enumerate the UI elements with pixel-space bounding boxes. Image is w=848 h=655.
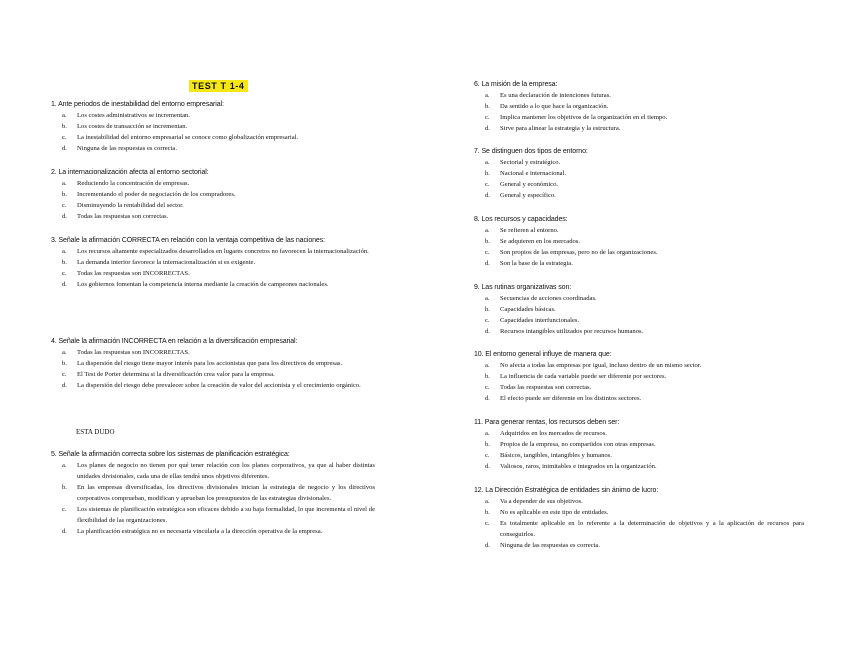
option-letter: a. [485, 159, 490, 166]
option-c: c. Implica mantener los objetivos de la organización en el tiempo. [485, 114, 668, 121]
option-list [474, 90, 804, 134]
option-letter: c. [485, 249, 490, 256]
option-letter: a. [485, 498, 490, 505]
option-letter: d. [62, 528, 67, 535]
option-b: b. Da sentido a lo que hace la organización. [485, 103, 609, 110]
option-a: a. Va a depender de sus objetivos. [485, 498, 583, 505]
option-a: a. No afecta a todas las empresas por igual, incluso dentro de un mismo sector. [485, 362, 702, 369]
option-list [474, 496, 804, 551]
option-d: d. Ninguna de las respuestas es correcta. [62, 145, 177, 152]
option-a: a. Adquiridos en los mercados de recursos. [485, 430, 607, 437]
option-d: d. Ninguna de las respuestas es correcta. [485, 542, 600, 549]
option-d: d. La dispersión del riesgo debe prevalecer sobre la creación de valor del accionista y el crecimiento orgánico. [62, 382, 361, 389]
option-c: c. Capacidades interfuncionales. [485, 317, 580, 324]
option-list [474, 428, 804, 472]
option-letter: b. [62, 484, 67, 491]
option-letter: d. [485, 125, 490, 132]
option-b: b. Incrementando el poder de negociación de los compradores. [62, 191, 236, 198]
question-text: 11. Para generar rentas, los recursos deben ser: [474, 419, 620, 426]
option-a: a. Los recursos altamente especializados desarrollados en lugares concretos no favorecen la internacionalización. [62, 248, 369, 255]
option-a: a. Reduciendo la concentración de empresas. [62, 180, 190, 187]
question-text: 8. Los recursos y capacidades: [474, 216, 568, 223]
option-letter: d. [485, 328, 490, 335]
option-c: c. General y económico. [485, 181, 559, 188]
option-b: b. La dispersión del riesgo tiene mayor interés para los accionistas que para los directivos de empresas. [62, 360, 343, 367]
option-d: d. Son la base de la estrategia. [485, 260, 573, 267]
question-12 [474, 485, 804, 551]
question-1 [51, 99, 375, 154]
question-text: 12. La Dirección Estratégica de entidades sin ánimo de lucro: [474, 487, 659, 494]
option-letter: a. [62, 462, 67, 469]
option-letter: b. [485, 509, 490, 516]
option-list [51, 246, 375, 290]
option-letter: a. [62, 180, 67, 187]
option-list [474, 293, 804, 337]
option-letter: c. [62, 506, 67, 513]
question-9 [474, 282, 804, 337]
option-list [51, 110, 375, 154]
option-a: a. Se refieren al entorno. [485, 227, 559, 234]
option-list [51, 178, 375, 222]
option-a: a. Los costes administrativos se incrementan. [62, 112, 190, 119]
option-letter: d. [485, 542, 490, 549]
option-letter: c. [485, 384, 490, 391]
option-letter: d. [62, 281, 67, 288]
option-d: d. Sirve para alinear la estrategia y la estructura. [485, 125, 621, 132]
option-d: d. Valiosos, raros, inimitables e integrados en la organización. [485, 463, 657, 470]
option-letter: d. [62, 145, 67, 152]
question-3 [51, 235, 375, 290]
option-a: a. Todas las respuestas son INCORRECTAS. [62, 349, 190, 356]
question-4 [51, 336, 375, 391]
option-letter: d. [62, 213, 67, 220]
option-letter: d. [485, 395, 490, 402]
option-letter: b. [485, 238, 490, 245]
option-b: b. Propios de la empresa, no compartidos con otras empresas. [485, 441, 656, 448]
option-letter: b. [62, 259, 67, 266]
option-letter: c. [62, 371, 67, 378]
option-letter: c. [62, 202, 67, 209]
option-letter: b. [485, 373, 490, 380]
doubt-note: ESTA DUDO [76, 428, 115, 436]
option-letter: b. [485, 441, 490, 448]
option-d: d. El efecto puede ser diferente en los distintos sectores. [485, 395, 642, 402]
option-b: b. Los costes de transacción se incrementan. [62, 123, 188, 130]
option-list [474, 157, 804, 201]
question-text: 9. Las rutinas organizativas son: [474, 284, 572, 291]
option-list [51, 460, 375, 537]
option-letter: c. [485, 520, 490, 527]
option-letter: c. [485, 452, 490, 459]
option-c: c. El Test de Porter determina si la diversificación crea valor para la empresa. [62, 371, 275, 378]
option-c: c. Los sistemas de planificación estratégica son eficaces debido a su baja formalidad, lo que incrementa el nivel de flexibilidad de las organizaciones. [62, 506, 375, 524]
option-b: b. La influencia de cada variable puede ser diferente por sectores. [485, 373, 667, 380]
option-d: d. La planificación estratégica no es necesaria vincularla a la dirección operativa de la empresa. [62, 528, 323, 535]
option-letter: b. [62, 123, 67, 130]
option-a: a. Es una declaración de intenciones futuras. [485, 92, 611, 99]
option-letter: b. [485, 170, 490, 177]
option-c: c. Disminuyendo la rentabilidad del sector. [62, 202, 184, 209]
option-b: b. La demanda interior favorece la internacionalización si es exigente. [62, 259, 256, 266]
option-letter: c. [62, 134, 67, 141]
question-text: 2. La internacionalización afecta al entorno sectorial: [51, 169, 209, 176]
option-letter: c. [485, 317, 490, 324]
option-list [474, 360, 804, 404]
option-c: c. Todas las respuestas son correctas. [485, 384, 592, 391]
option-b: b. Nacional e internacional. [485, 170, 567, 177]
option-d: d. Los gobiernos fomentan la competencia interna mediante la creación de campeones nacionales. [62, 281, 329, 288]
question-7 [474, 146, 804, 201]
option-c: c. Es totalmente aplicable en lo referente a la determinación de objetivos y a la aplicación de recursos para conseguirlos. [485, 520, 804, 538]
question-11 [474, 417, 804, 472]
option-letter: a. [62, 349, 67, 356]
option-list [51, 347, 375, 391]
option-b: b. En las empresas diversificadas, los directivos divisionales inician la estrategia de negocio y los directivos corporativos comprueban, modifican y aprueban los presupuestos de las estrategias divisionales. [62, 484, 375, 502]
option-letter: b. [62, 191, 67, 198]
option-letter: a. [62, 112, 67, 119]
option-letter: a. [485, 295, 490, 302]
option-a: a. Secuencias de acciones coordinadas. [485, 295, 597, 302]
question-text: 10. El entorno general influye de manera que: [474, 351, 612, 358]
option-a: a. Los planes de negocio no tienen por qué tener relación con los planes corporativos, ya que al haber distintas unidades divisionales, cada una de ellas tendrá unos objetivos diferentes. [62, 462, 375, 480]
option-letter: d. [485, 463, 490, 470]
option-d: d. General y específico. [485, 192, 556, 199]
option-letter: d. [485, 192, 490, 199]
question-text: 5. Señale la afirmación correcta sobre los sistemas de planificación estratégica: [51, 451, 290, 458]
option-d: d. Todas las respuestas son correctas. [62, 213, 169, 220]
option-c: c. Todas las respuestas son INCORRECTAS. [62, 270, 190, 277]
question-text: 6. La misión de la empresa: [474, 81, 558, 88]
option-list [474, 225, 804, 269]
option-letter: c. [485, 114, 490, 121]
test-title: TEST T 1-4 [189, 80, 248, 92]
option-b: b. Capacidades básicas. [485, 306, 556, 313]
option-letter: c. [62, 270, 67, 277]
option-letter: d. [485, 260, 490, 267]
option-b: b. No es aplicable en este tipo de entidades. [485, 509, 609, 516]
option-letter: a. [485, 430, 490, 437]
question-6 [474, 79, 804, 134]
option-letter: a. [485, 227, 490, 234]
question-8 [474, 214, 804, 269]
question-text: 1. Ante periodos de inestabilidad del entorno empresarial: [51, 101, 224, 108]
option-letter: d. [62, 382, 67, 389]
option-c: c. Son propios de las empresas, pero no de las organizaciones. [485, 249, 658, 256]
option-c: c. Básicos, tangibles, intangibles y humanos. [485, 452, 612, 459]
option-d: d. Recursos intangibles utilizados por recursos humanos. [485, 328, 644, 335]
option-letter: a. [62, 248, 67, 255]
option-letter: c. [485, 181, 490, 188]
question-text: 7. Se distinguen dos tipos de entorno: [474, 148, 588, 155]
question-5 [51, 449, 375, 537]
option-letter: b. [62, 360, 67, 367]
option-letter: a. [485, 362, 490, 369]
option-letter: b. [485, 306, 490, 313]
option-b: b. Se adquieren en los mercados. [485, 238, 581, 245]
question-10 [474, 349, 804, 404]
question-2 [51, 167, 375, 222]
option-letter: b. [485, 103, 490, 110]
option-a: a. Sectorial y estratégico. [485, 159, 561, 166]
question-text: 3. Señale la afirmación CORRECTA en relación con la ventaja competitiva de las naciones: [51, 237, 325, 244]
option-letter: a. [485, 92, 490, 99]
option-c: c. La inestabilidad del entorno empresarial se conoce como globalización empresarial. [62, 134, 299, 141]
question-text: 4. Señale la afirmación INCORRECTA en relación a la diversificación empresarial: [51, 338, 298, 345]
